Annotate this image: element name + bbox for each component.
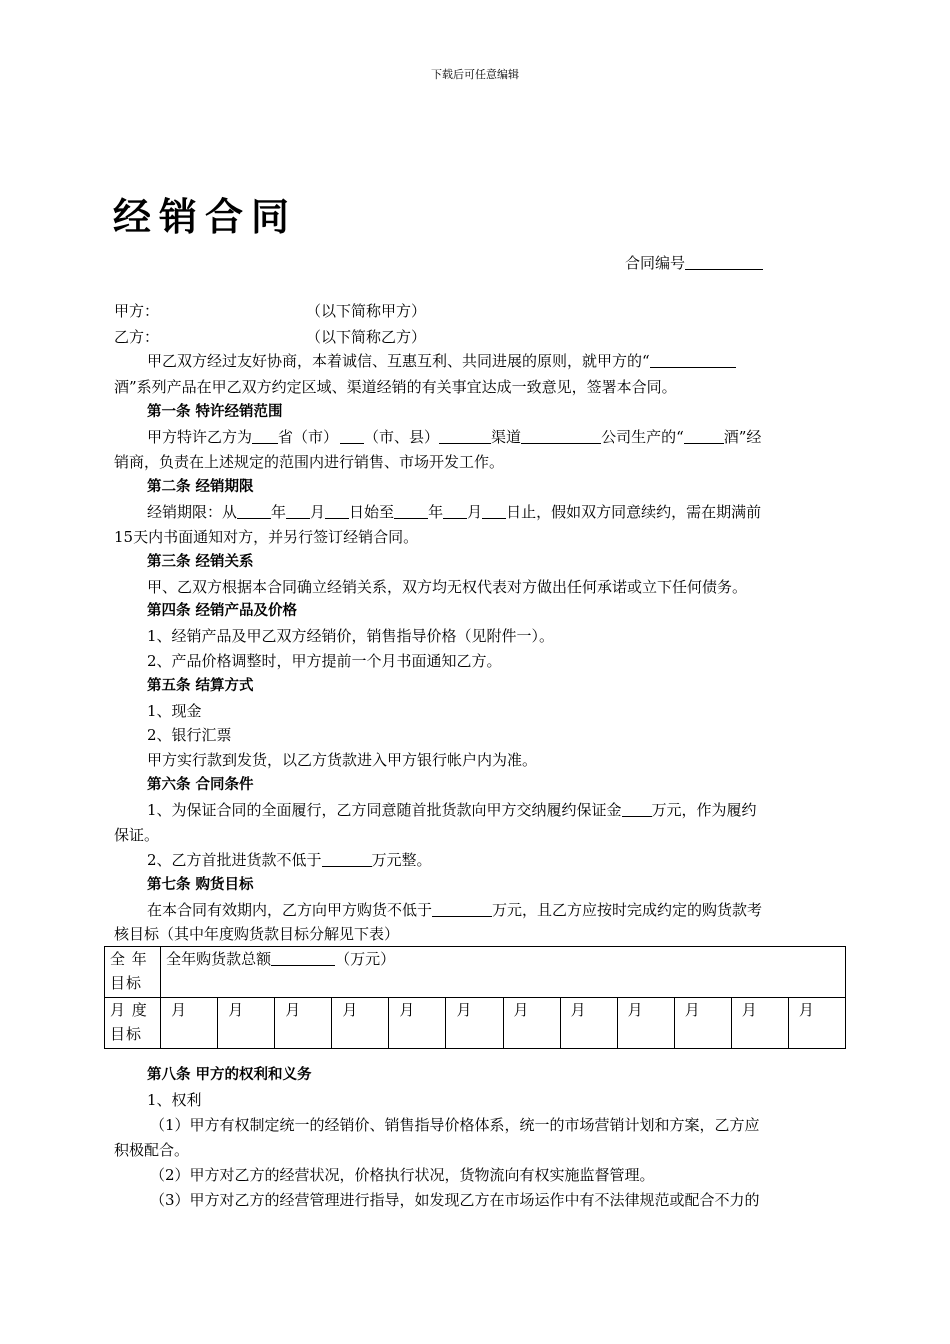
art7-text-b: 万元，且乙方应按时完成约定的购货款考 — [492, 901, 763, 919]
month-cell[interactable]: 月 — [788, 998, 845, 1049]
article-6-line-2: 保证。 — [114, 826, 160, 844]
art6-text-a: 1、为保证合同的全面履行，乙方同意随首批货款向甲方交纳履约保证金 — [147, 801, 622, 819]
article-5-line-3: 甲方实行款到发货，以乙方货款进入甲方银行帐户内为准。 — [147, 751, 538, 769]
monthly-goal-row — [105, 998, 846, 1049]
month-cell[interactable]: 月 — [560, 998, 617, 1049]
art2-day-2: 日止，假如双方同意续约，需在期满前 — [506, 503, 762, 521]
month-cell[interactable]: 月 — [503, 998, 560, 1049]
purchase-target-blank[interactable] — [432, 901, 492, 917]
company-blank[interactable] — [521, 428, 601, 444]
annual-total-blank[interactable] — [271, 950, 335, 966]
annual-total-unit: （万元） — [335, 950, 396, 968]
month-cell[interactable]: 月 — [617, 998, 674, 1049]
article-5-title: 第五条 结算方式 — [147, 678, 254, 694]
art2-month-1: 月 — [310, 503, 326, 521]
province-blank[interactable] — [252, 428, 278, 444]
art2-day-1: 日始至 — [349, 503, 395, 521]
intro-line-2: 酒”系列产品在甲乙双方约定区域、渠道经销的有关事宜达成一致意见，签署本合同。 — [114, 378, 677, 396]
article-5-line-1: 1、现金 — [147, 702, 202, 720]
annual-goal-row — [105, 947, 846, 998]
end-month-blank[interactable] — [443, 503, 467, 519]
liquor-blank[interactable] — [684, 428, 724, 444]
party-a-label: 甲方： — [114, 302, 160, 320]
art1-text-c: （市、县） — [364, 428, 440, 446]
city-blank[interactable] — [340, 428, 364, 444]
article-4-title: 第四条 经销产品及价格 — [147, 603, 298, 619]
party-b-line — [114, 327, 839, 347]
article-6-line-3 — [147, 850, 872, 870]
party-a-line — [114, 301, 839, 321]
art1-text-b: 省（市） — [278, 428, 339, 446]
article-7-line-2: 核目标（其中年度购货款目标分解见下表） — [114, 925, 400, 943]
month-cell[interactable]: 月 — [446, 998, 503, 1049]
channel-blank[interactable] — [439, 428, 491, 444]
article-3-line-1: 甲、乙双方根据本合同确立经销关系，双方均无权代表对方做出任何承诺或立下任何债务。 — [147, 578, 748, 596]
start-day-blank[interactable] — [325, 503, 349, 519]
end-year-blank[interactable] — [394, 503, 428, 519]
art7-text-a: 在本合同有效期内，乙方向甲方购货不低于 — [147, 901, 433, 919]
intro-text-1: 甲乙双方经过友好协商，本着诚信、互惠互利、共同进展的原则，就甲方的“ — [147, 352, 650, 370]
article-6-title: 第六条 合同条件 — [147, 777, 254, 793]
contract-number-blank[interactable] — [685, 254, 763, 270]
annual-goal-label: 全 年 目标 — [105, 947, 161, 998]
art1-text-d: 渠道 — [491, 428, 522, 446]
article-4-line-1: 1、经销产品及甲乙双方经销价，销售指导价格（见附件一）。 — [147, 627, 555, 645]
contract-number-label: 合同编号 — [625, 254, 686, 272]
contract-number — [625, 252, 763, 273]
article-8-title: 第八条 甲方的权利和义务 — [147, 1067, 312, 1083]
article-3-title: 第三条 经销关系 — [147, 554, 254, 570]
art2-year-2: 年 — [428, 503, 444, 521]
month-cell[interactable]: 月 — [731, 998, 788, 1049]
art2-month-2: 月 — [467, 503, 483, 521]
art1-text-a: 甲方特许乙方为 — [147, 428, 253, 446]
article-1-line-2: 销商，负责在上述规定的范围内进行销售、市场开发工作。 — [114, 453, 505, 471]
article-8-line-4: （2）甲方对乙方的经营状况，价格执行状况，货物流向有权实施监督管理。 — [150, 1166, 655, 1184]
article-8-line-5: （3）甲方对乙方的经营管理进行指导，如发现乙方在市场运作中有不法律规范或配合不力的 — [150, 1191, 760, 1209]
party-b-abbr: （以下简称乙方） — [306, 328, 427, 346]
art1-text-f: 酒”经 — [723, 428, 762, 446]
article-2-line-2: 15天内书面通知对方，并另行签订经销合同。 — [114, 528, 419, 546]
art2-year-1: 年 — [271, 503, 287, 521]
month-cell[interactable]: 月 — [389, 998, 446, 1049]
article-7-line-1 — [147, 900, 872, 920]
start-year-blank[interactable] — [237, 503, 271, 519]
brand-blank[interactable] — [650, 352, 736, 368]
article-8-line-3: 积极配合。 — [114, 1141, 190, 1159]
article-8-line-2: （1）甲方有权制定统一的经销价、销售指导价格体系，统一的市场营销计划和方案，乙方应 — [150, 1116, 760, 1134]
start-month-blank[interactable] — [286, 503, 310, 519]
month-cell[interactable]: 月 — [161, 998, 218, 1049]
deposit-blank[interactable] — [622, 801, 652, 817]
party-b-label: 乙方： — [114, 328, 160, 346]
article-4-line-2: 2、产品价格调整时，甲方提前一个月书面通知乙方。 — [147, 652, 502, 670]
art6-text-b: 万元，作为履约 — [651, 801, 757, 819]
month-cell[interactable]: 月 — [332, 998, 389, 1049]
month-cell[interactable]: 月 — [275, 998, 332, 1049]
month-cell[interactable]: 月 — [218, 998, 275, 1049]
header-note: 下载后可任意编辑 — [431, 68, 519, 81]
art1-text-e: 公司生产的“ — [601, 428, 684, 446]
article-2-title: 第二条 经销期限 — [147, 479, 254, 495]
annual-total-label: 全年购货款总额 — [166, 950, 272, 968]
article-5-line-2: 2、银行汇票 — [147, 726, 232, 744]
article-8-line-1: 1、权利 — [147, 1091, 202, 1109]
article-7-title: 第七条 购货目标 — [147, 877, 254, 893]
annual-goal-cell[interactable] — [161, 947, 846, 998]
party-a-abbr: （以下简称甲方） — [306, 302, 427, 320]
month-cell[interactable]: 月 — [674, 998, 731, 1049]
art6-text-d: 万元整。 — [371, 851, 432, 869]
monthly-goal-label: 月 度 目标 — [105, 998, 161, 1049]
first-order-blank[interactable] — [322, 851, 372, 867]
purchase-goal-table — [104, 946, 846, 1049]
art2-text-from: 经销期限：从 — [147, 503, 238, 521]
art6-text-c: 2、乙方首批进货款不低于 — [147, 851, 322, 869]
end-day-blank[interactable] — [482, 503, 506, 519]
article-2-line-1 — [147, 502, 872, 522]
page-title: 经销合同 — [113, 195, 298, 239]
article-1-title: 第一条 特许经销范围 — [147, 404, 283, 420]
article-1-line-1 — [147, 427, 872, 447]
article-6-line-1 — [147, 800, 872, 820]
intro-line-1 — [147, 351, 872, 371]
